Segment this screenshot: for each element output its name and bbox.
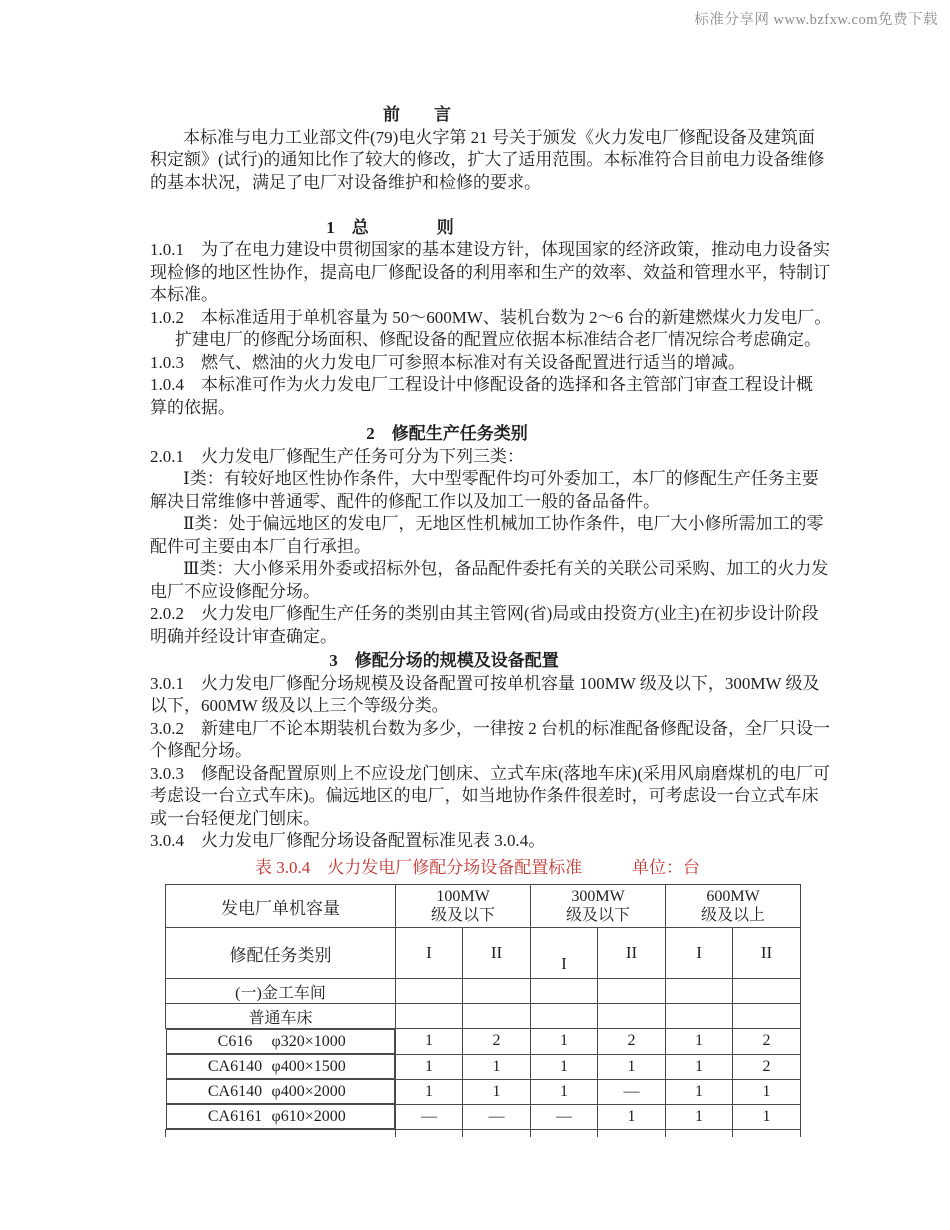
value-cell: 1 [598, 1054, 666, 1079]
table-row [166, 1054, 801, 1079]
document-body [150, 104, 832, 1137]
table-caption-unit: 单位：台 [632, 857, 700, 877]
empty-cell [666, 1004, 733, 1029]
value-cell: 1 [463, 1079, 531, 1104]
table-header-row-capacity [166, 885, 801, 928]
machine-model: C616 [217, 1032, 253, 1050]
paragraph-line: 解决日常维修中普通零、配件的修配工作以及加工一般的备品备件。 [150, 491, 660, 511]
empty-cell [396, 979, 463, 1004]
machine-label-cell [166, 1029, 396, 1054]
class-cell: II [733, 928, 801, 979]
capacity-group-300mw [531, 885, 666, 928]
section-label-cell: (一)金工车间 [166, 979, 396, 1004]
class-cell: I [396, 928, 463, 979]
watermark: 标准分享网 www.bzfxw.com免费下载 [694, 12, 938, 28]
machine-spec: φ610×2000 [271, 1107, 346, 1125]
value-cell: — [531, 1104, 598, 1130]
value-cell: 1 [531, 1079, 598, 1104]
machine-spec: φ320×1000 [271, 1032, 346, 1050]
value-cell: 1 [531, 1029, 598, 1055]
class-cell: I [666, 928, 733, 979]
table-corner-cell: 发电厂单机容量 [166, 885, 396, 928]
table-header-row-class [166, 928, 801, 979]
empty-cell [666, 979, 733, 1004]
empty-cell [598, 1130, 666, 1138]
paragraph-line: 1.0.3 燃气、燃油的火力发电厂可参照本标准对有关设备配置进行适当的增减。 [150, 352, 745, 372]
capacity-group-line1: 600MW [706, 888, 760, 905]
value-cell: 1 [396, 1054, 463, 1079]
empty-cell [463, 979, 531, 1004]
value-cell: 1 [666, 1054, 733, 1079]
paragraph-line: 3.0.4 火力发电厂修配分场设备配置标准见表 3.0.4。 [150, 831, 546, 850]
empty-cell [733, 1004, 801, 1029]
empty-cell [396, 1004, 463, 1029]
machine-spec: φ400×1500 [271, 1057, 346, 1075]
paragraph-line: 扩建电厂的修配分场面积、修配设备的配置应依据本标准结合老厂情况综合考虑确定。 [175, 330, 821, 349]
paragraph-line: 考虑设一台立式车床)。偏远地区的电厂，如当地协作条件很差时，可考虑设一台立式车床 [150, 786, 819, 805]
section-3-heading: 3 修配分场的规模及设备配置 [329, 651, 559, 670]
paragraph-line: 1.0.2 本标准适用于单机容量为 50～600MW、装机台数为 2～6 台的新建燃煤火力发电厂。 [150, 307, 832, 327]
empty-cell [531, 979, 598, 1004]
paragraph-line: 以下，600MW 级及以上三个等级分类。 [150, 696, 449, 715]
capacity-group-line1: 300MW [571, 888, 625, 905]
value-cell: 1 [666, 1029, 733, 1055]
value-cell: 1 [666, 1104, 733, 1130]
section-1-heading: 1 总 则 [326, 217, 454, 237]
machine-label-cell [166, 1104, 396, 1129]
empty-cell [531, 1004, 598, 1029]
empty-cell [598, 979, 666, 1004]
capacity-group-line2: 级及以下 [566, 907, 631, 924]
empty-cell [531, 1130, 598, 1138]
table-row [166, 1079, 801, 1104]
empty-cell [463, 1130, 531, 1138]
equipment-table [165, 884, 801, 1137]
table-partial-row [166, 1130, 801, 1138]
paragraph-line: 积定额》(试行)的通知比作了较大的修改，扩大了适用范围。本标准符合目前电力设备维修 [150, 150, 825, 169]
class-cell: II [598, 928, 666, 979]
paragraph-line: 3.0.1 火力发电厂修配分场规模及设备配置可按单机容量 100MW 级及以下，300MW 级及 [150, 673, 820, 693]
machine-model: CA6140 [207, 1082, 263, 1100]
table-row [166, 1104, 801, 1130]
paragraph-line: 明确并经设计审查确定。 [150, 626, 337, 646]
capacity-group-line2: 级及以下 [431, 907, 496, 924]
value-cell: 2 [598, 1029, 666, 1055]
value-cell: 1 [396, 1079, 463, 1104]
empty-cell [666, 1130, 733, 1138]
paragraph-line: 本标准与电力工业部文件(79)电火字第 21 号关于颁发《火力发电厂修配设备及建筑面 [183, 127, 815, 147]
table-caption-title: 表 3.0.4 火力发电厂修配分场设备配置标准 [255, 857, 583, 877]
capacity-group-600mw [666, 885, 801, 928]
paragraph-line: 3.0.3 修配设备配置原则上不应设龙门刨床、立式车床(落地车床)(采用风扇磨煤机的电厂可 [150, 763, 830, 783]
paragraph-line: 2.0.2 火力发电厂修配生产任务的类别由其主管网(省)局或由投资方(业主)在初步设计阶段 [150, 604, 819, 623]
paragraph-line: 电厂不应设修配分场。 [150, 581, 320, 601]
table-section-row [166, 979, 801, 1004]
empty-cell [733, 1130, 801, 1138]
value-cell: 1 [733, 1104, 801, 1130]
subsection-label-cell: 普通车床 [166, 1004, 396, 1029]
empty-cell [733, 979, 801, 1004]
empty-cell [598, 1004, 666, 1029]
value-cell: 2 [463, 1029, 531, 1055]
paragraph-line: 个修配分场。 [150, 741, 252, 760]
paragraph-line: 算的依据。 [150, 397, 235, 417]
machine-model: CA6161 [207, 1107, 263, 1125]
machine-model: CA6140 [207, 1057, 263, 1075]
value-cell: 1 [396, 1029, 463, 1055]
paragraph-line: 3.0.2 新建电厂不论本期装机台数为多少，一律按 2 台机的标准配备修配设备，全厂只设一 [150, 718, 830, 738]
value-cell: 1 [666, 1079, 733, 1104]
blank-line [150, 194, 800, 217]
task-class-label-cell: 修配任务类别 [166, 928, 396, 979]
capacity-group-line1: 100MW [436, 888, 490, 905]
preface-heading: 前 言 [383, 105, 451, 124]
machine-spec: φ400×2000 [271, 1082, 346, 1100]
capacity-group-100mw [396, 885, 531, 928]
paragraph-line: Ⅰ类：有较好地区性协作条件，大中型零配件均可外委加工，本厂的修配生产任务主要 [183, 469, 819, 488]
value-cell: 1 [531, 1054, 598, 1079]
machine-label-cell [166, 1054, 396, 1079]
paragraph-line: 1.0.1 为了在电力建设中贯彻国家的基本建设方针，体现国家的经济政策，推动电力设备实 [150, 240, 830, 259]
value-cell: 2 [733, 1054, 801, 1079]
machine-label-cell [166, 1079, 396, 1104]
value-cell: — [396, 1104, 463, 1130]
paragraph-line: 2.0.1 火力发电厂修配生产任务可分为下列三类： [150, 446, 524, 466]
value-cell: — [598, 1079, 666, 1104]
empty-cell [463, 1004, 531, 1029]
class-cell: I [531, 928, 598, 979]
value-cell: — [463, 1104, 531, 1130]
empty-cell [396, 1130, 463, 1138]
value-cell: 1 [733, 1079, 801, 1104]
value-cell: 1 [598, 1104, 666, 1130]
empty-cell [166, 1130, 396, 1138]
table-row [166, 1029, 801, 1055]
paragraph-line: 本标准。 [150, 285, 218, 304]
class-cell: II [463, 928, 531, 979]
paragraph-line: 的基本状况，满足了电厂对设备维护和检修的要求。 [150, 172, 541, 192]
table-subsection-row [166, 1004, 801, 1029]
section-2-heading: 2 修配生产任务类别 [366, 424, 528, 443]
paragraph-line: 配件可主要由本厂自行承担。 [150, 536, 371, 556]
value-cell: 2 [733, 1029, 801, 1055]
value-cell: 1 [463, 1054, 531, 1079]
table-caption [150, 857, 800, 880]
paragraph-line: 或一台轻便龙门刨床。 [150, 808, 320, 828]
paragraph-line: Ⅲ类：大小修采用外委或招标外包，备品配件委托有关的关联公司采购、加工的火力发 [183, 559, 829, 578]
paragraph-line: Ⅱ类：处于偏远地区的发电厂，无地区性机械加工协作条件，电厂大小修所需加工的零 [183, 514, 824, 533]
paragraph-line: 1.0.4 本标准可作为火力发电厂工程设计中修配设备的选择和各主管部门审查工程设计概 [150, 375, 813, 394]
capacity-group-line2: 级及以上 [701, 907, 766, 924]
paragraph-line: 现检修的地区性协作，提高电厂修配设备的利用率和生产的效率、效益和管理水平，特制订 [150, 262, 830, 282]
